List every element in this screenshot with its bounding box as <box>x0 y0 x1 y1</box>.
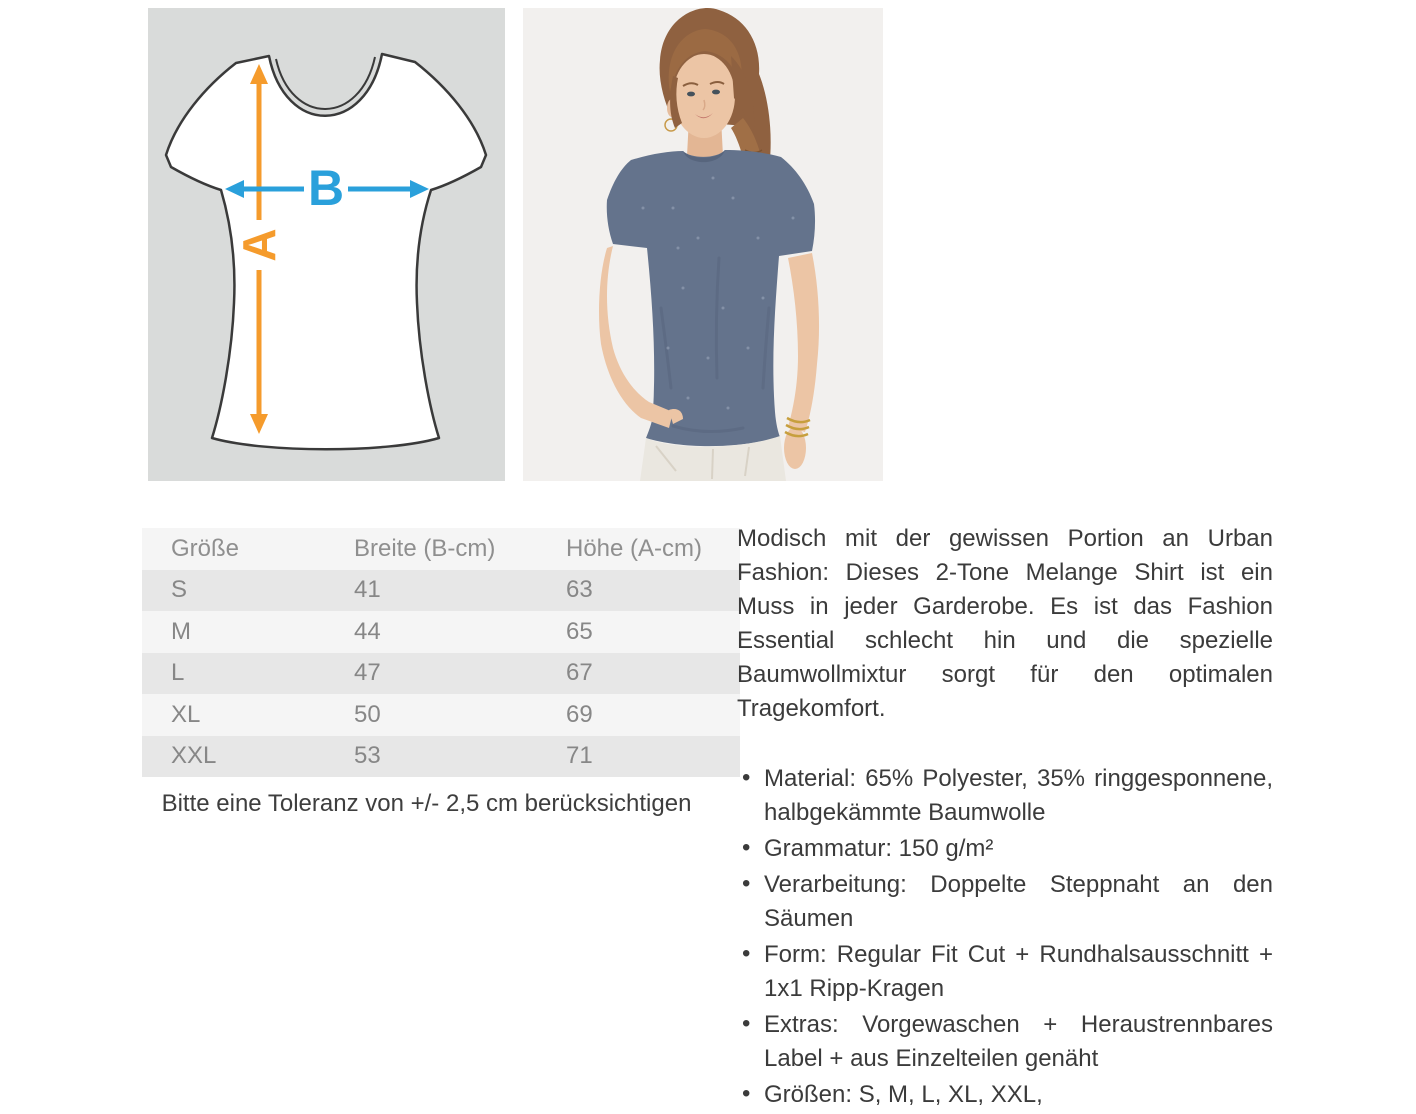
feature-item <box>737 938 1273 1006</box>
model-photo-svg <box>523 8 883 481</box>
bullet-icon: • <box>742 940 751 967</box>
feature-text: Material: 65% Polyester, 35% ringgesponnene, halbgekämmte Baumwolle <box>764 765 1273 826</box>
feature-item <box>737 762 1273 830</box>
description-intro: Modisch mit der gewissen Portion an Urban Fashion: Dieses 2-Tone Melange Shirt ist ein Muss in jeder Garderobe. Es ist das Fashion Essential schlecht hin und die spezielle Baumwollmixtur sorgt für den optimalen Tragekomfort. <box>737 525 1273 722</box>
feature-text: Extras: Vorgewaschen + Heraustrennbares Label + aus Einzelteilen genäht <box>764 1011 1273 1072</box>
cell-width: 53 <box>354 742 381 770</box>
table-row <box>142 570 740 612</box>
feature-item <box>737 832 1273 866</box>
size-diagram-figure <box>148 8 505 481</box>
table-row <box>142 653 740 695</box>
cell-width: 41 <box>354 576 381 604</box>
cell-width: 50 <box>354 700 381 728</box>
feature-text: Verarbeitung: Doppelte Steppnaht an den Säumen <box>764 871 1273 932</box>
feature-item <box>737 1008 1273 1076</box>
size-table-header-row <box>142 528 740 570</box>
feature-item <box>737 868 1273 936</box>
size-diagram-svg <box>148 8 505 481</box>
cell-height: 71 <box>566 742 593 770</box>
cell-width: 47 <box>354 659 381 687</box>
cell-height: 67 <box>566 659 593 687</box>
bullet-icon: • <box>742 834 751 861</box>
table-row <box>142 736 740 778</box>
cell-width: 44 <box>354 617 381 645</box>
feature-text: Form: Regular Fit Cut + Rundhalsausschnitt + 1x1 Ripp-Kragen <box>764 941 1273 1002</box>
cell-height: 65 <box>566 617 593 645</box>
bullet-icon: • <box>742 1080 751 1107</box>
table-row <box>142 611 740 653</box>
feature-item <box>737 1078 1273 1112</box>
bullet-icon: • <box>742 764 751 791</box>
cell-size: M <box>171 617 191 645</box>
cell-size: XXL <box>171 742 217 770</box>
bullet-icon: • <box>742 1010 751 1037</box>
cell-size: S <box>171 576 188 604</box>
column-header-size: Größe <box>171 534 240 562</box>
size-table <box>142 528 740 777</box>
product-description <box>737 522 1273 1114</box>
tolerance-note: Bitte eine Toleranz von +/- 2,5 cm berücksichtigen <box>161 790 692 817</box>
cell-height: 69 <box>566 700 593 728</box>
column-header-width: Breite (B-cm) <box>354 534 496 562</box>
feature-list <box>737 762 1273 1112</box>
feature-text: Grammatur: 150 g/m² <box>764 835 994 862</box>
feature-text: Größen: S, M, L, XL, XXL, <box>764 1081 1043 1108</box>
width-label-b: B <box>307 160 345 216</box>
bullet-icon: • <box>742 870 751 897</box>
cell-size: XL <box>171 700 201 728</box>
table-row <box>142 694 740 736</box>
height-label-a: A <box>233 228 285 262</box>
column-header-height: Höhe (A-cm) <box>566 534 703 562</box>
model-face <box>673 54 735 138</box>
model-photo-figure <box>523 8 883 481</box>
cell-size: L <box>171 659 185 687</box>
cell-height: 63 <box>566 576 593 604</box>
